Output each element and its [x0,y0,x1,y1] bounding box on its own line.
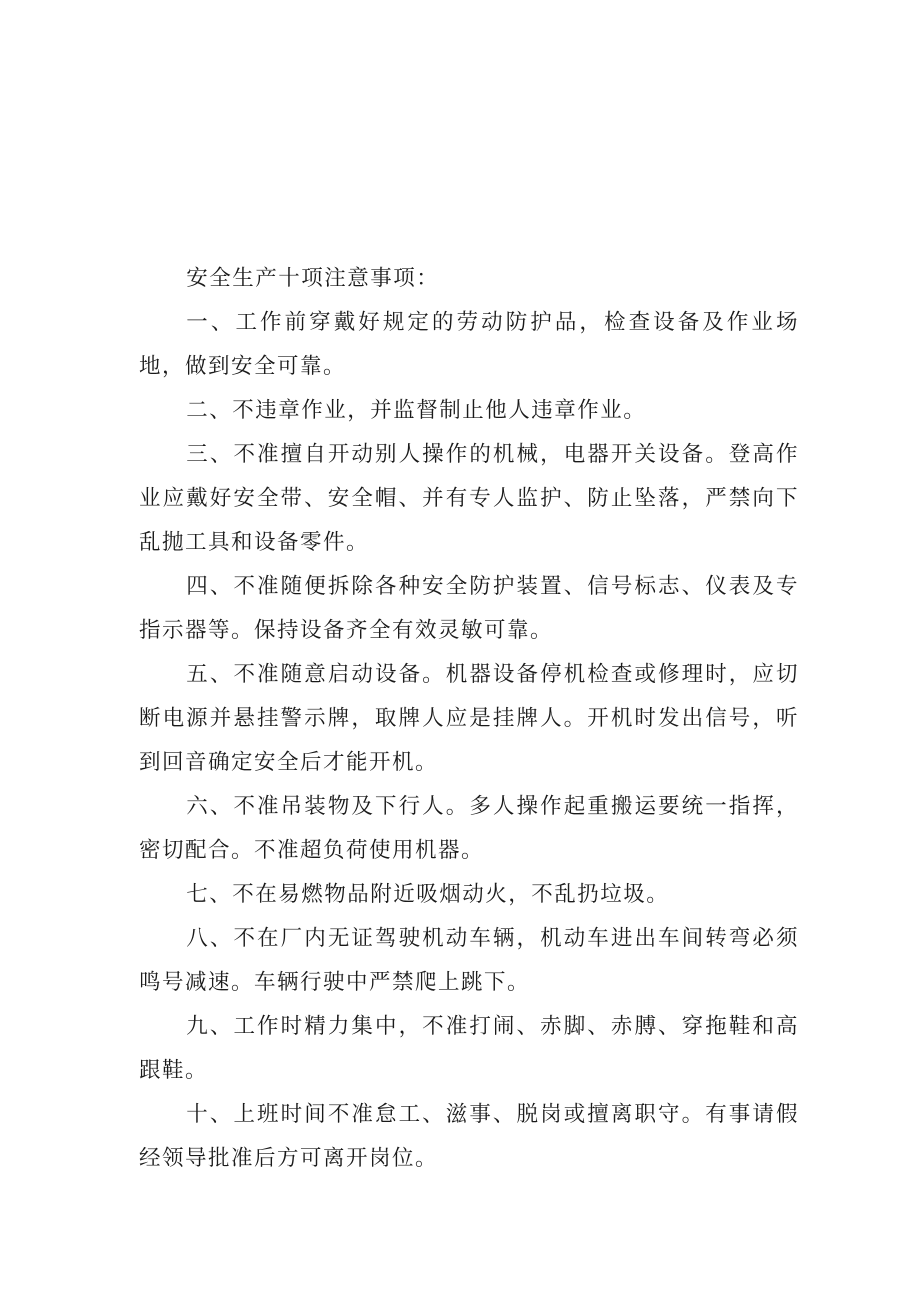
rule-item-4: 四、不准随便拆除各种安全防护装置、信号标志、仪表及专指示器等。保持设备齐全有效灵敏可靠。 [139,574,799,643]
rule-item-2: 二、不违章作业，并监督制止他人违章作业。 [186,398,647,423]
rule-item-6: 六、不准吊装物及下行人。多人操作起重搬运要统一指挥，密切配合。不准超负荷使用机器。 [139,794,799,863]
rule-item-8: 八、不在厂内无证驾驶机动车辆，机动车进出车间转弯必须鸣号减速。车辆行驶中严禁爬上跳下。 [139,926,799,995]
rule-item-9: 九、工作时精力集中，不准打闹、赤脚、赤膊、穿拖鞋和高跟鞋。 [139,1014,799,1083]
document-title: 安全生产十项注意事项： [186,266,440,291]
rule-item-3: 三、不准擅自开动别人操作的机械，电器开关设备。登高作业应戴好安全带、安全帽、并有专人监护、防止坠落，严禁向下乱抛工具和设备零件。 [139,442,799,555]
rule-item-7: 七、不在易燃物品附近吸烟动火，不乱扔垃圾。 [186,882,670,907]
document-body [139,257,799,1181]
rule-item-1: 一、工作前穿戴好规定的劳动防护品，检查设备及作业场地，做到安全可靠。 [139,310,799,379]
rule-item-10: 十、上班时间不准怠工、滋事、脱岗或擅离职守。有事请假经领导批准后方可离开岗位。 [139,1102,799,1171]
rule-item-5: 五、不准随意启动设备。机器设备停机检查或修理时，应切断电源并悬挂警示牌，取牌人应是挂牌人。开机时发出信号，听到回音确定安全后才能开机。 [139,662,799,775]
